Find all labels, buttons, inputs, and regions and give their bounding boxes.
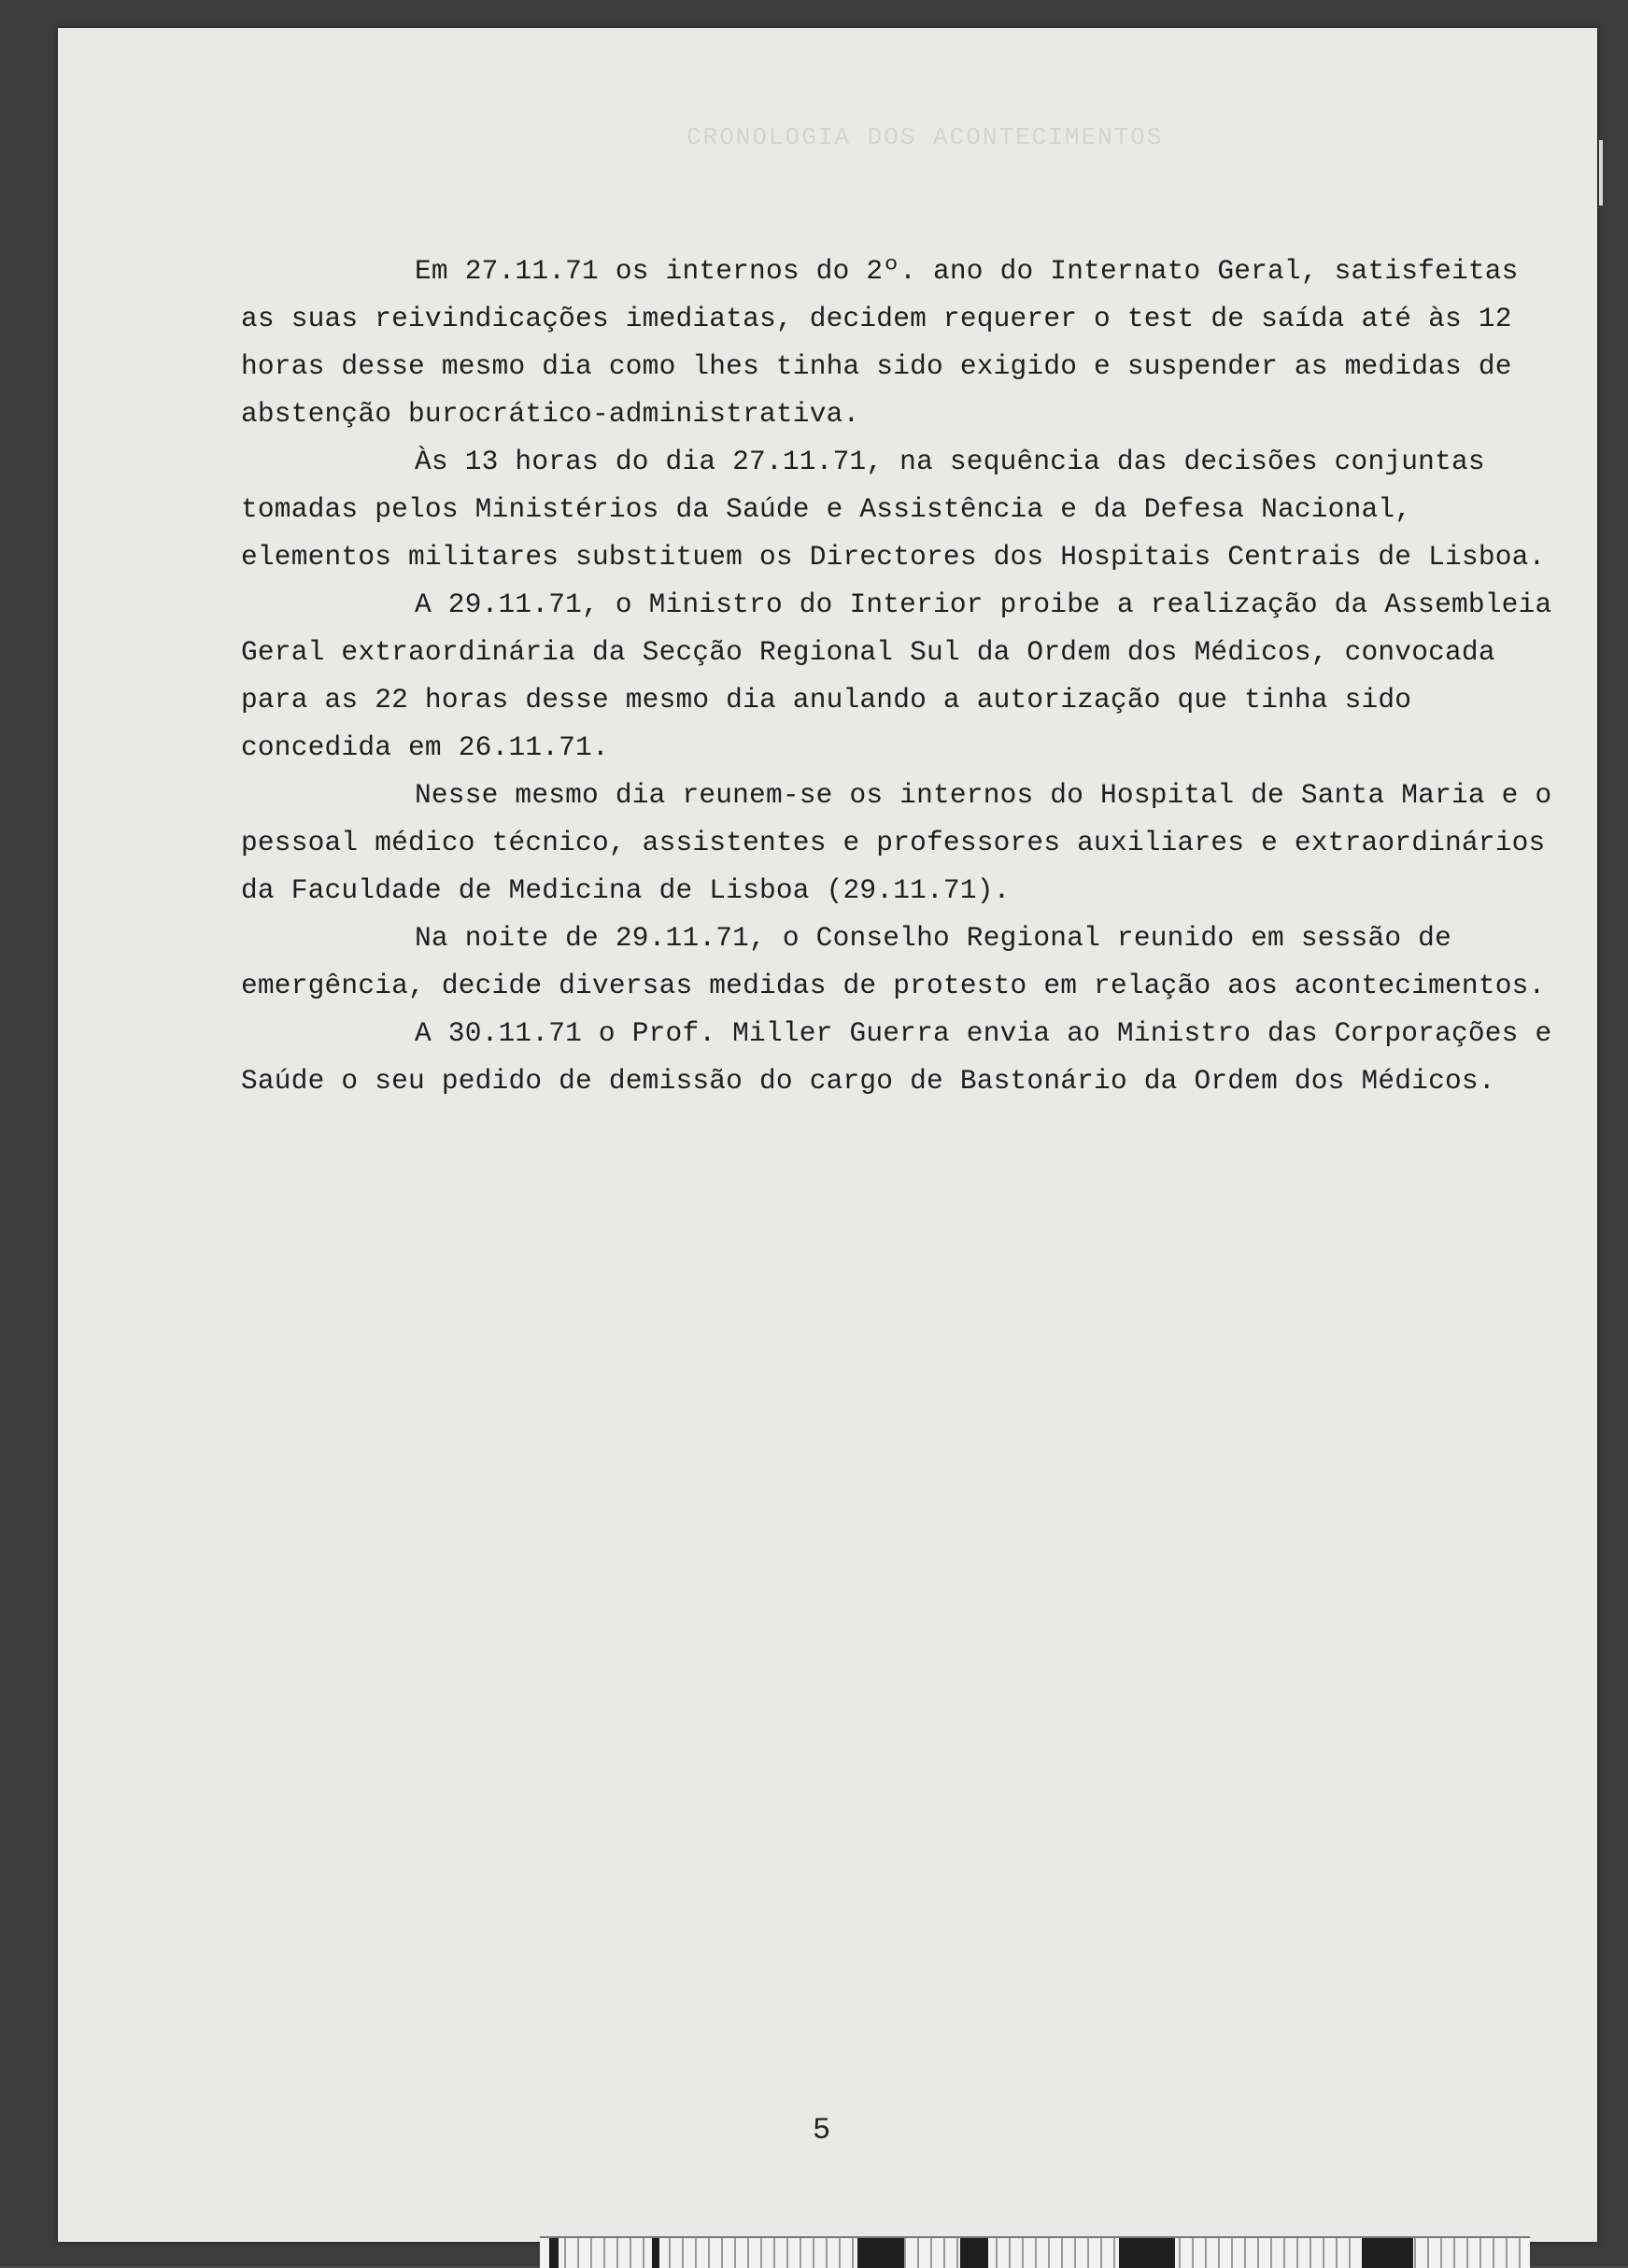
paper-edge-mark — [1599, 140, 1603, 206]
paragraph-5: Na noite de 29.11.71, o Conselho Regional reunido em sessão de emergência, decide diversas medidas de protesto em relação aos acontecimentos. — [241, 922, 1546, 1001]
page-number: 5 — [813, 2113, 831, 2148]
paragraph-6: A 30.11.71 o Prof. Miller Guerra envia ao Ministro das Corporações e Saúde o seu pedido de demissão do cargo de Bastonário da Ordem dos Médicos. — [241, 1017, 1552, 1097]
paragraph-4: Nesse mesmo dia reunem-se os internos do Hospital de Santa Maria e o pessoal médico técnico, assistentes e professores auxiliares e extraordinários da Faculdade de Medicina de Lisboa (29.11.71). — [241, 779, 1552, 906]
faint-heading: CRONOLOGIA DOS ACONTECIMENTOS — [687, 123, 1164, 151]
document-body — [241, 248, 1567, 1105]
paragraph-1: Em 27.11.71 os internos do 2º. ano do Internato Geral, satisfeitas as suas reivindicações imediatas, decidem requerer o test de saída até às 12 horas desse mesmo dia como lhes tinha sido exigido e suspender as medidas de abstenção burocrático-administrativa. — [241, 255, 1519, 430]
paragraph-2: Às 13 horas do dia 27.11.71, na sequência das decisões conjuntas tomadas pelos Ministérios da Saúde e Assistência e da Defesa Nacional, elementos militares substituem os Directores dos Hospitais Centrais de Lisboa. — [241, 446, 1546, 573]
scan-ruler — [540, 2236, 1530, 2268]
paragraph-3: A 29.11.71, o Ministro do Interior proibe a realização da Assembleia Geral extraordinária da Secção Regional Sul da Ordem dos Médicos, convocada para as 22 horas desse mesmo dia anulando a autorização que tinha sido concedida em 26.11.71. — [241, 588, 1552, 763]
